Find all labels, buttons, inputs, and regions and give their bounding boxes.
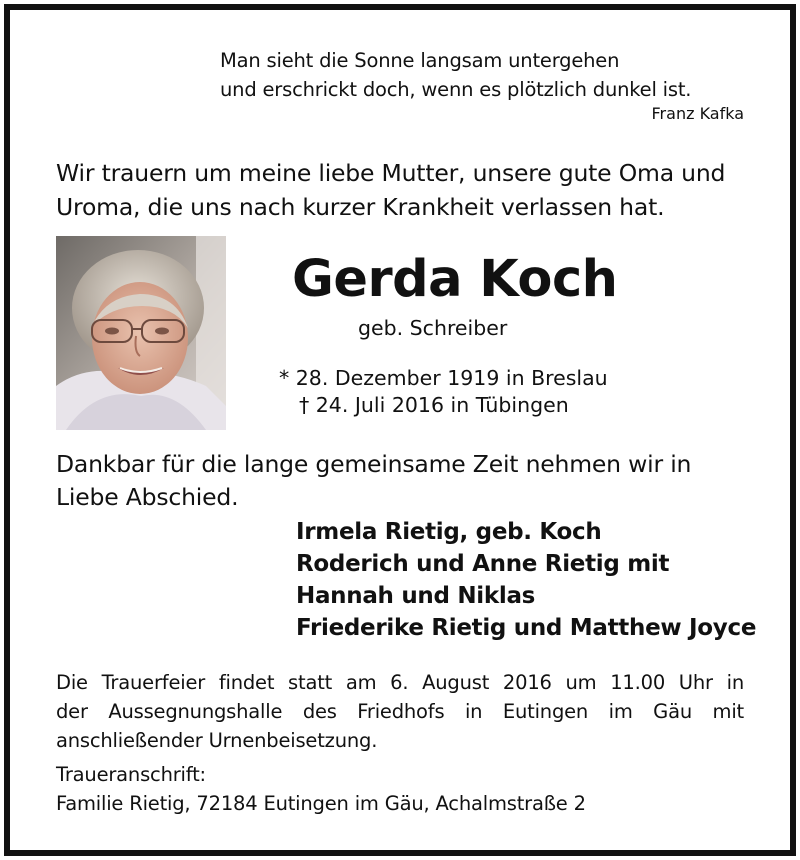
quote-line-1: Man sieht die Sonne langsam untergehen [220,49,620,72]
intro-line-1: Wir trauern um meine liebe Mutter, unsere gute Oma und [56,159,726,187]
death-date: † 24. Juli 2016 in Tübingen [299,393,569,417]
quote [220,46,691,104]
mourner-line: Irmela Rietig, geb. Koch [296,519,602,545]
mourner-line: Friederike Rietig und Matthew Joyce [296,615,757,641]
quote-line-2: und erschrickt doch, wenn es plötzlich dunkel ist. [220,78,692,101]
thanks-text [56,448,756,514]
address-value: Familie Rietig, 72184 Eutingen im Gäu, Achalmstraße 2 [56,792,586,815]
address-label: Traueranschrift: [56,763,206,786]
maiden-name: geb. Schreiber [358,316,508,340]
portrait-illustration [56,236,226,430]
service-notice [56,668,744,755]
service-line-1: Die Trauerfeier findet statt am 6. August 2016 um 11.00 Uhr in [56,671,744,694]
mourner-line: Hannah und Niklas [296,583,536,609]
mourner-line: Roderich und Anne Rietig mit [296,551,670,577]
quote-author: Franz Kafka [651,104,744,123]
thanks-line-2: Liebe Abschied. [56,483,239,511]
intro-text [56,156,756,224]
mourners-list [296,516,756,644]
service-line-2: der Aussegnungshalle des Friedhofs in Eutingen im Gäu mit [56,700,744,723]
birth-date: * 28. Dezember 1919 in Breslau [279,366,608,390]
intro-line-2: Uroma, die uns nach kurzer Krankheit verlassen hat. [56,193,665,221]
deceased-name: Gerda Koch [292,250,618,309]
service-line-3: anschließender Urnenbeisetzung. [56,729,378,752]
mourning-address [56,760,586,818]
portrait-photo [56,236,226,430]
thanks-line-1: Dankbar für die lange gemeinsame Zeit nehmen wir in [56,450,692,478]
